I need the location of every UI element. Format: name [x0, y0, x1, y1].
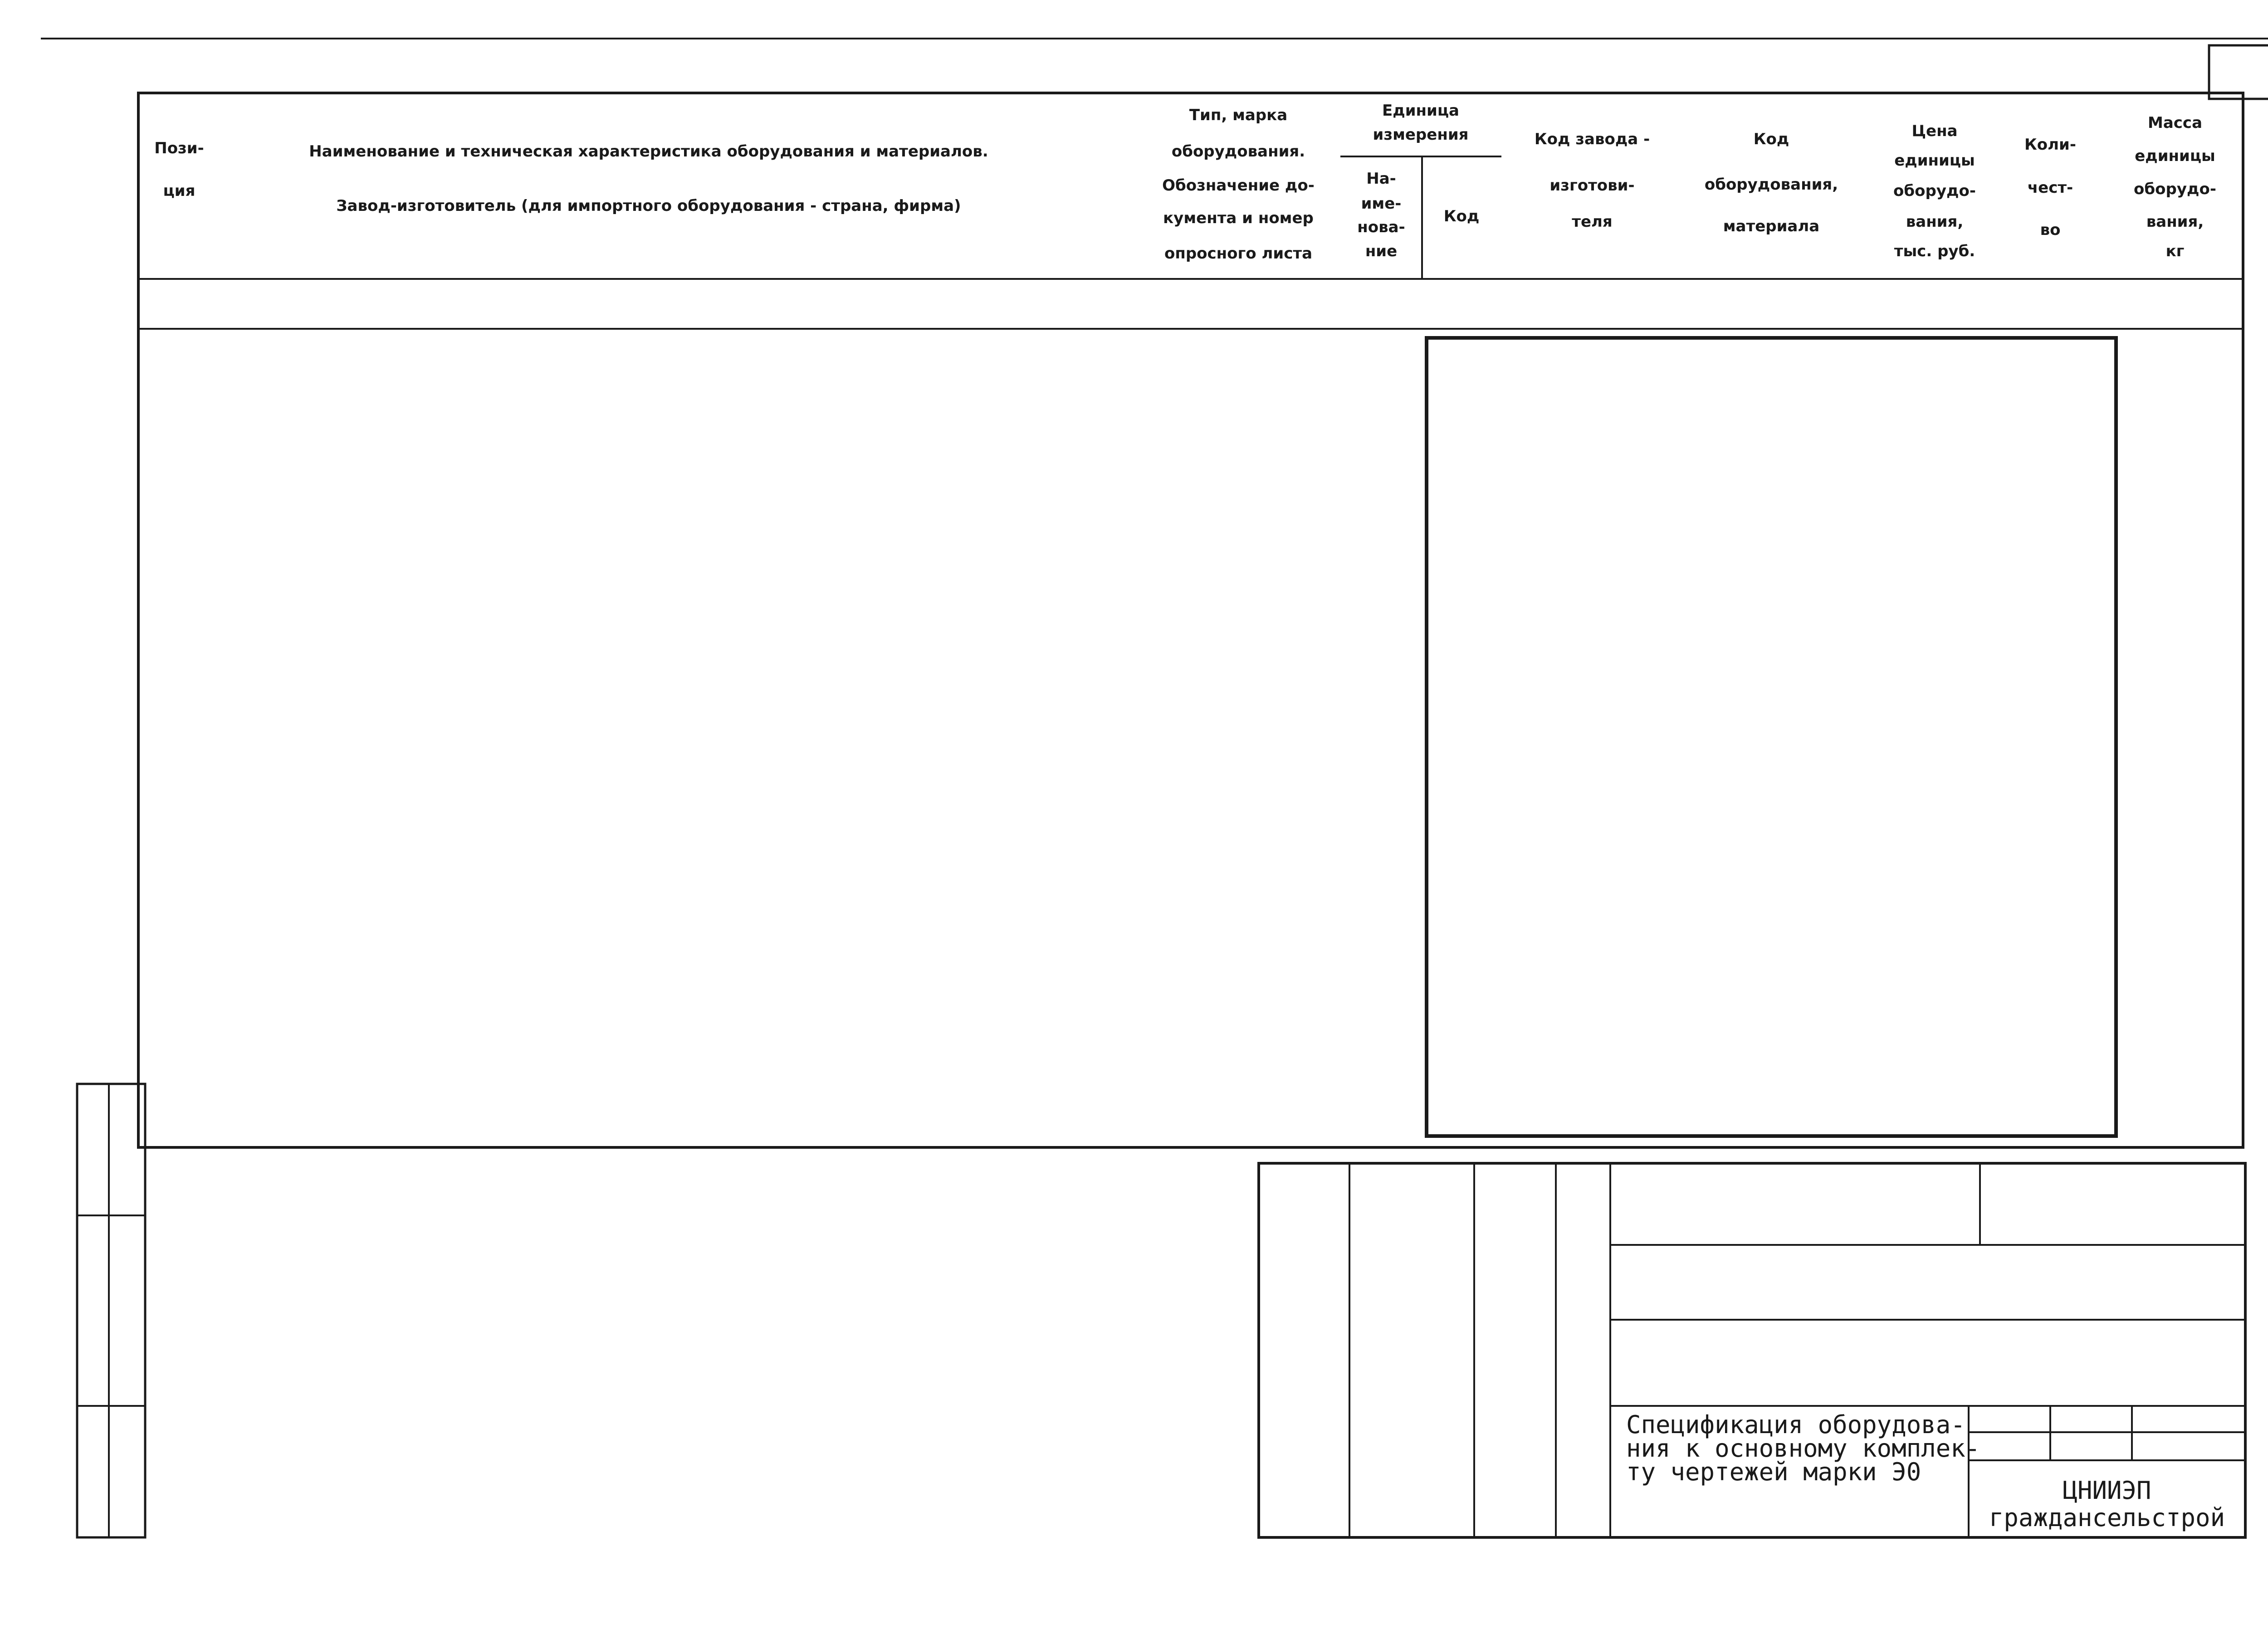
- header-price-3: оборудо-: [1893, 182, 1976, 200]
- header-name-1: Наименование и техническая характеристика оборудования и материалов.: [309, 142, 988, 161]
- header-qty-2: чест-: [2027, 179, 2073, 197]
- header-type-3: Обозначение до-: [1162, 176, 1315, 195]
- header-factory-2: изготови-: [1549, 176, 1635, 195]
- header-equipcode-3: материала: [1723, 217, 1820, 235]
- header-unit-1: Единица: [1382, 102, 1459, 120]
- header-name-2: Завод-изготовитель (для импортного оборудования - страна, фирма): [336, 197, 961, 215]
- header-type-4: кумента и номер: [1163, 209, 1314, 227]
- sheet-number-box: [2209, 45, 2268, 99]
- tb-org-2: граждансельстрой: [1989, 1503, 2225, 1532]
- header-unitname-4: ние: [1365, 242, 1398, 260]
- header-equipcode-2: оборудования,: [1704, 176, 1838, 194]
- header-equipcode-1: Код: [1753, 130, 1789, 148]
- header-price-2: единицы: [1894, 151, 1975, 170]
- header-pos-1: Пози-: [154, 139, 204, 157]
- tb-doc-title-3: ту чертежей марки Э0: [1626, 1458, 1921, 1486]
- bold-frame: [1427, 338, 2116, 1136]
- tb-doc-title-1: Спецификация оборудова-: [1626, 1410, 1965, 1439]
- header-type-2: оборудования.: [1171, 142, 1305, 161]
- spec-table: [138, 93, 2243, 1147]
- header-unitname-1: На-: [1366, 170, 1396, 188]
- header-type-5: опросного листа: [1164, 244, 1313, 263]
- header-unitname-2: име-: [1361, 195, 1402, 213]
- header-factory-3: теля: [1572, 213, 1613, 231]
- header-mass-1: Масса: [2147, 114, 2203, 132]
- side-stamp: [77, 1084, 145, 1537]
- header-type-1: Тип, марка: [1189, 106, 1288, 124]
- header-mass-3: оборудо-: [2134, 180, 2216, 198]
- title-block: [1259, 1163, 2245, 1537]
- header-unitcode: Код: [1443, 207, 1480, 225]
- header-unitname-3: нова-: [1357, 218, 1405, 236]
- side-stamp-frame: [77, 1084, 145, 1537]
- header-mass-5: кг: [2165, 242, 2185, 260]
- tb-doc-title-2: ния к основному комплек-: [1626, 1434, 1980, 1463]
- header-mass-2: единицы: [2135, 147, 2215, 165]
- header-unit-2: измерения: [1373, 126, 1469, 144]
- tb-org-1: ЦНИИЭП: [2063, 1476, 2151, 1505]
- header-factory-1: Код завода -: [1534, 130, 1650, 148]
- header-price-4: вания,: [1906, 213, 1964, 231]
- header-qty-3: во: [2040, 221, 2061, 239]
- header-pos-2: ция: [163, 182, 196, 200]
- header-price-1: Цена: [1911, 122, 1958, 140]
- header-mass-4: вания,: [2146, 213, 2204, 231]
- header-price-5: тыс. руб.: [1894, 242, 1975, 260]
- header-qty-1: Коли-: [2024, 136, 2076, 154]
